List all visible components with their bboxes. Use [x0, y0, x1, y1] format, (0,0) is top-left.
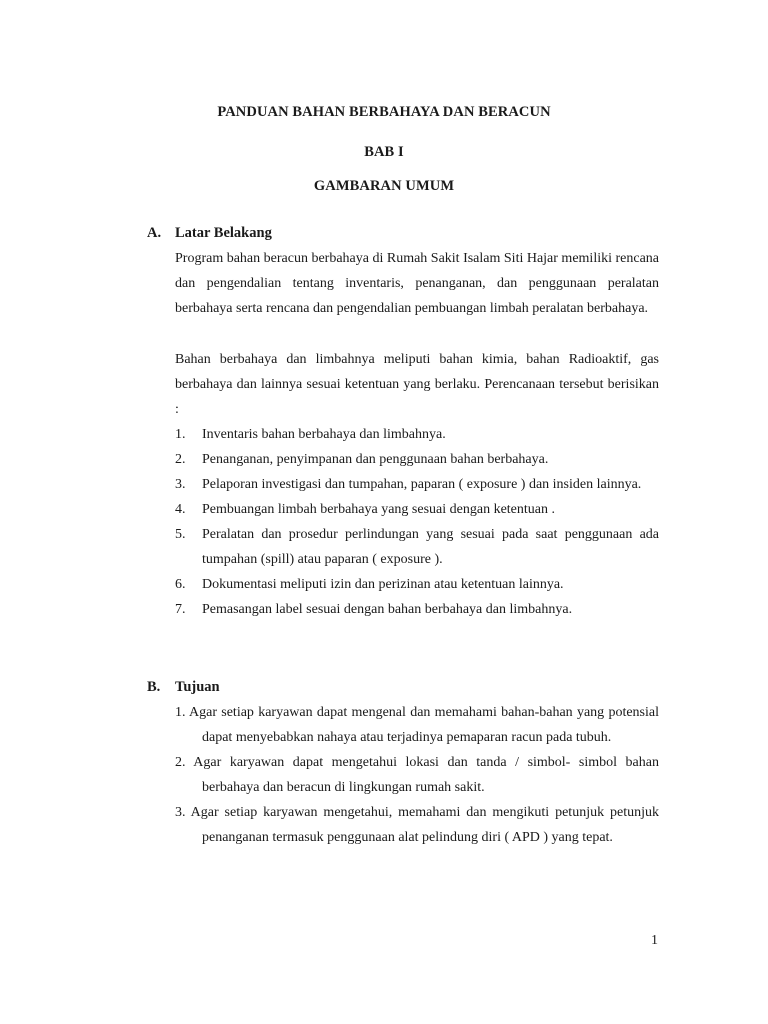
- list-item: 5. Peralatan dan prosedur perlindungan yang sesuai pada saat penggunaan ada tumpahan (spill) atau paparan ( exposure ).: [175, 527, 659, 567]
- chapter-title: GAMBARAN UMUM: [313, 178, 455, 194]
- section-b-title: Tujuan: [175, 679, 220, 695]
- list-item: 4. Pembuangan limbah berbahaya yang sesuai dengan ketentuan .: [175, 502, 555, 517]
- page-number: 1: [651, 933, 658, 948]
- section-a-letter: A.: [147, 225, 162, 241]
- list-item: 1. Inventaris bahan berbahaya dan limbahnya.: [175, 427, 446, 442]
- list-item: 2. Penanganan, penyimpanan dan penggunaan bahan berbahaya.: [175, 452, 549, 467]
- list-item: 3. Agar setiap karyawan mengetahui, memahami dan mengikuti petunjuk petunjuk penanganan termasuk penggunaan alat pelindung diri ( APD ) yang tepat.: [175, 805, 659, 845]
- section-a-list: [175, 422, 659, 622]
- section-a-paragraph-1: Program bahan beracun berbahaya di Rumah Sakit Isalam Siti Hajar memiliki rencana dan pengendalian tentang inventaris, penanganan, dan penggunaan peralatan berbahaya serta rencana dan pengendalian pembuangan limbah peralatan berbahaya.: [175, 251, 660, 316]
- section-b-letter: B.: [147, 679, 161, 695]
- section-a-heading: [147, 225, 272, 242]
- list-item: 3. Pelaporan investigasi dan tumpahan, paparan ( exposure ) dan insiden lainnya.: [175, 477, 642, 492]
- list-item: 7. Pemasangan label sesuai dengan bahan berbahaya dan limbahnya.: [175, 602, 573, 617]
- chapter-number: BAB I: [364, 144, 404, 160]
- list-item: 2. Agar karyawan dapat mengetahui lokasi dan tanda / simbol- simbol bahan berbahaya dan beracun di lingkungan rumah sakit.: [175, 755, 659, 795]
- list-item: 6. Dokumentasi meliputi izin dan perizinan atau ketentuan lainnya.: [175, 577, 564, 592]
- document-title: PANDUAN BAHAN BERBAHAYA DAN BERACUN: [217, 104, 551, 120]
- section-a-title: Latar Belakang: [175, 225, 272, 241]
- section-a-paragraph-2: Bahan berbahaya dan limbahnya meliputi bahan kimia, bahan Radioaktif, gas berbahaya dan lainnya sesuai ketentuan yang berlaku. Perencanaan tersebut berisikan :: [175, 352, 659, 417]
- list-item: 1. Agar setiap karyawan dapat mengenal dan memahami bahan-bahan yang potensial dapat menyebabkan nahaya atau terjadinya pemaparan racun pada tubuh.: [175, 705, 659, 745]
- section-b-list: [175, 700, 659, 850]
- section-b-heading: [147, 679, 220, 696]
